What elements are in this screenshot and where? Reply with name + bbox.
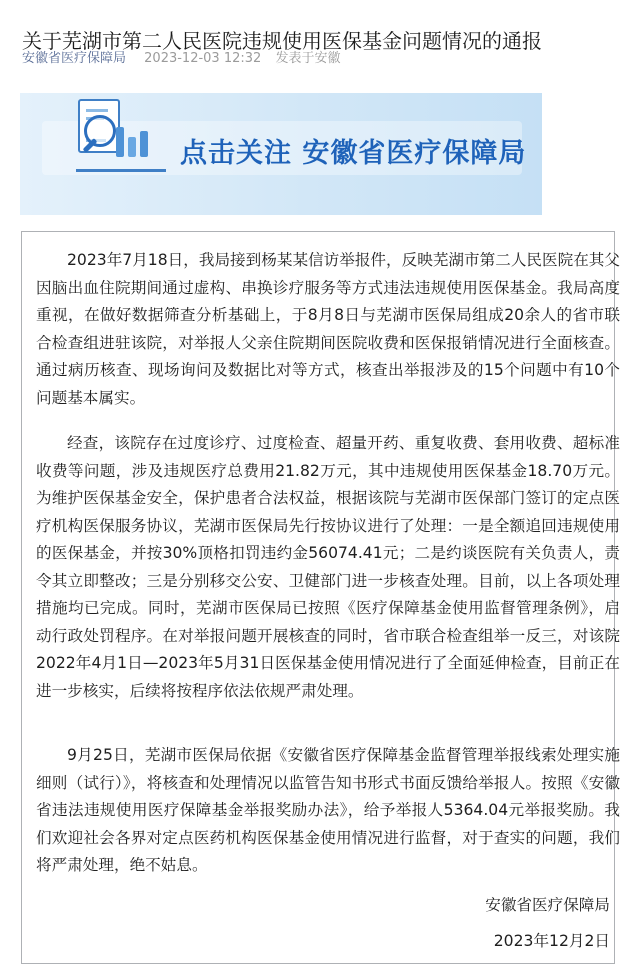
signature-date: 2023年12月2日	[493, 932, 610, 950]
chart-bar-icon	[128, 137, 136, 157]
banner-slogan: 点击关注 安徽省医疗保障局	[180, 138, 527, 169]
banner-underline	[76, 169, 166, 172]
publish-location: 发表于安徽	[275, 51, 341, 66]
article-title: 关于芜湖市第二人民医院违规使用医保基金问题情况的通报	[22, 29, 542, 54]
notice-paragraph-2: 经查，该院存在过度诊疗、过度检查、超量开药、重复收费、套用收费、超标准收费等问题，涉及违规医疗总费用21.82万元，其中违规使用医保基金18.70万元。为维护医保基金安全，保护患者合法权益，根据该院与芜湖市医保部门签订的定点医疗机构医保服务协议，芜湖市医保局先行按协议进行了处理：一是全额追回违规使用的医保基金，并按30%顶格扣罚违约金56074.41元；二是约谈医院有关负责人，责令其立即整改；三是分别移交公安、卫健部门进一步核查处理。目前，以上各项处理措施均已完成。同时，芜湖市医保局已按照《医疗保障基金使用监督管理条例》，启动行政处罚程序。在对举报问题开展核查的同时，省市联合检查组举一反三，对该院2022年4月1日—2023年5月31日医保基金使用情况进行了全面延伸检查，目前正在进一步核实，后续将按程序依法依规严肃处理。	[36, 434, 620, 700]
chart-bar-icon	[116, 127, 124, 157]
publish-time: 2023-12-03 12:32	[144, 51, 262, 66]
article-meta	[22, 50, 340, 68]
follow-banner[interactable]	[20, 93, 542, 215]
notice-paragraph-3: 9月25日，芜湖市医保局依据《安徽省医疗保障基金监督管理举报线索处理实施细则（试行）》，将核查和处理情况以监管告知书形式书面反馈给举报人。按照《安徽省违法违规使用医疗保障基金举报奖励办法》，给予举报人5364.04元举报奖励。我们欢迎社会各界对定点医药机构医保基金使用情况进行监督，对于查实的问题，我们将严肃处理，绝不姑息。	[36, 746, 620, 874]
chart-bar-icon	[140, 131, 148, 157]
source-account-link[interactable]: 安徽省医疗保障局	[22, 51, 127, 66]
signature-organization: 安徽省医疗保障局	[485, 896, 610, 914]
notice-paragraph-1: 2023年7月18日，我局接到杨某某信访举报件，反映芜湖市第二人民医院在其父因脑出血住院期间通过虚构、串换诊疗服务等方式违法违规使用医保基金。我局高度重视，在做好数据筛查分析基础上，于8月8日与芜湖市医保局组成20余人的省市联合检查组进驻该院，对举报人父亲住院期间医院收费和医保报销情况进行全面核查。通过病历核查、现场询问及数据比对等方式，核查出举报涉及的15个问题中有10个问题基本属实。	[36, 251, 620, 407]
